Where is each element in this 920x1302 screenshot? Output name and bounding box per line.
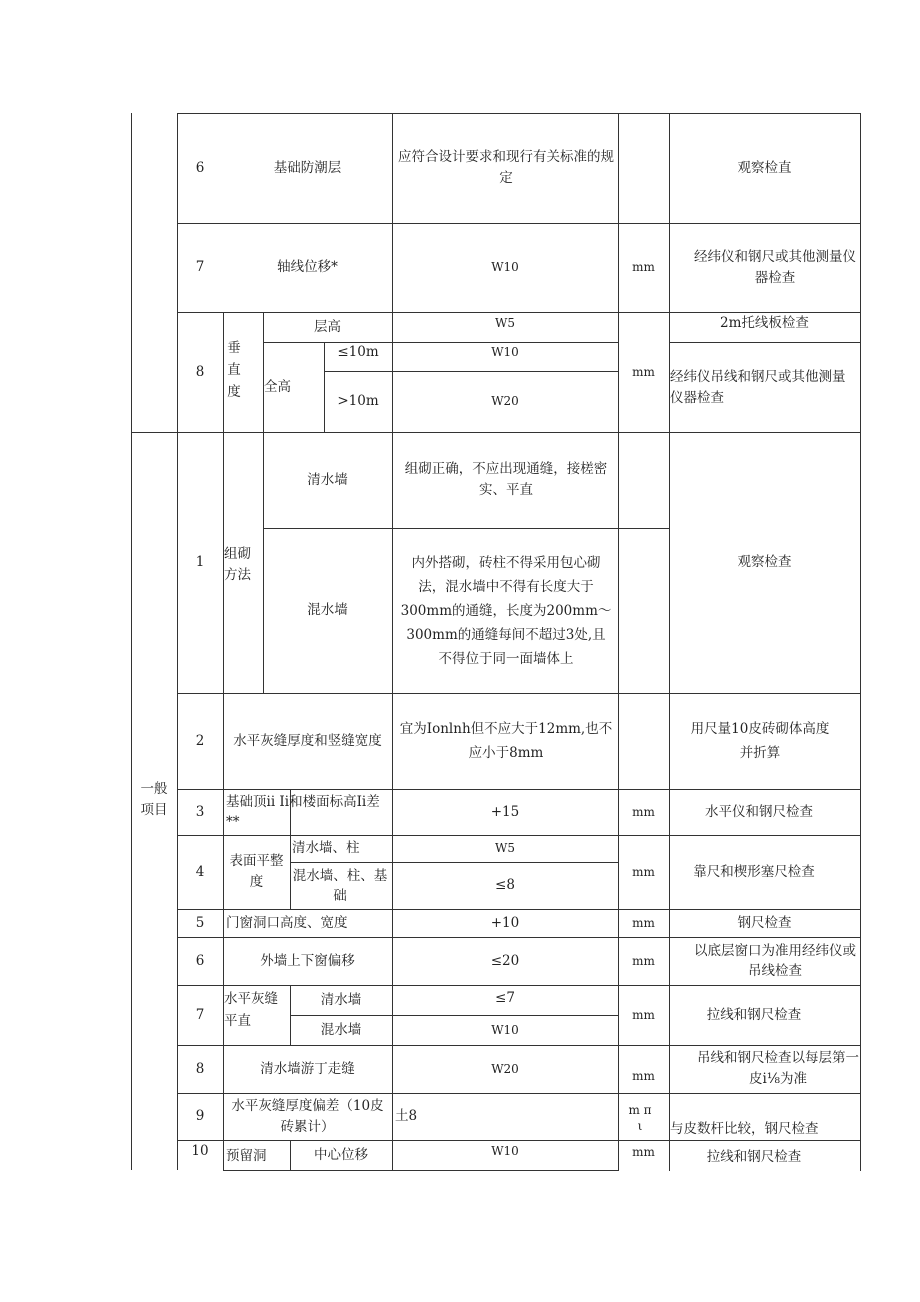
inspection-method: 拉线和钢尺检查	[706, 1148, 802, 1165]
tolerance-value: W10	[491, 344, 519, 359]
item-name: 基础顶ii Ii和楼面标高Ii差**	[226, 794, 380, 830]
requirement-text: 应符合设计要求和现行有关标准的规定	[398, 149, 614, 186]
requirement-text: 内外搭砌，砖柱不得采用包心砌法，混水墙中不得有长度大于300mm的通缝，长度为200mm～300mm的通缝每间不超过3处,且不得位于同一面墙体上	[400, 554, 612, 667]
section-label: 一般项目	[140, 781, 168, 818]
sub-item-name: >10m	[337, 393, 379, 409]
tolerance-value: ≤8	[495, 877, 515, 893]
item-name: 门窗洞口高度、宽度	[226, 914, 348, 931]
item-name: 基础防潮层	[273, 159, 342, 176]
tolerance-value: W10	[491, 1143, 519, 1158]
sub-item-name: 混水墙、柱、基础	[292, 867, 388, 904]
item-name: 清水墙游丁走缝	[260, 1060, 355, 1077]
unit: mm	[632, 1144, 655, 1159]
row-number: 7	[195, 1006, 205, 1023]
item-name: 垂直度	[227, 340, 241, 400]
sub-item-name: 中心位移	[314, 1146, 368, 1163]
row-number: 2	[195, 732, 205, 749]
row-number: 1	[195, 554, 205, 570]
item-name: 表面平整度	[229, 853, 284, 890]
unit: mm	[632, 1069, 655, 1083]
row-number: 4	[195, 863, 205, 880]
inspection-method: 吊线和钢尺检查以每层第一皮i⅛为准	[697, 1050, 859, 1087]
unit: mm	[632, 365, 655, 379]
inspection-method: 与皮数杆比较，钢尺检查	[670, 1120, 819, 1137]
item-name: 组砌方法	[224, 546, 251, 583]
inspection-method: 拉线和钢尺检查	[706, 1006, 802, 1023]
inspection-method: 经纬仪和钢尺或其他测量仪器检查	[694, 248, 856, 286]
item-name: 外墙上下窗偏移	[260, 952, 355, 969]
unit: mm	[632, 1007, 655, 1022]
item-name: 预留洞	[226, 1147, 267, 1164]
tolerance-value: ≤20	[490, 952, 520, 969]
tolerance-value: +10	[490, 914, 520, 931]
inspection-method: 2m托线板检查	[720, 314, 809, 331]
tolerance-value: W20	[491, 394, 519, 408]
item-name: 轴线位移*	[277, 259, 338, 275]
sub-item-name: 混水墙	[307, 602, 348, 618]
sub-item-name: 清水墙	[320, 991, 362, 1008]
row-number: 8	[195, 1060, 205, 1077]
sub-item-name: 混水墙	[320, 1021, 362, 1038]
unit: m π ι	[628, 1103, 652, 1133]
tolerance-value: W20	[491, 1061, 519, 1076]
inspection-method: 用尺量10皮砖砌体高度并折算	[690, 721, 830, 761]
unit: mm	[632, 953, 655, 968]
requirement-text: 组砌正确，不应出现通缝，接槎密实、平直	[404, 461, 608, 498]
row-number: 9	[195, 1108, 205, 1124]
unit: mm	[632, 864, 655, 879]
sub-item-name: 清水墙	[307, 471, 348, 488]
inspection-method: 钢尺检查	[737, 914, 792, 931]
item-name: 水平灰缝平直	[224, 991, 278, 1029]
unit: mm	[632, 915, 655, 930]
inspection-method: 水平仪和钢尺检查	[705, 803, 813, 820]
row-number: 10	[191, 1142, 209, 1159]
tolerance-value: +15	[490, 803, 520, 820]
unit: mm	[632, 804, 655, 819]
sub-item-name: ≤10m	[337, 343, 379, 360]
sub-item-name: 层高	[314, 319, 341, 335]
inspection-method: 观察检直	[737, 159, 792, 176]
row-number: 7	[195, 259, 205, 275]
tolerance-value: W5	[495, 315, 515, 330]
tolerance-value: W10	[491, 1022, 519, 1037]
inspection-method: 靠尺和楔形塞尺检查	[693, 863, 815, 880]
inspection-method: 以底层窗口为准用经纬仪或吊线检查	[694, 943, 856, 979]
tolerance-value: ≤7	[495, 989, 515, 1006]
row-number: 5	[195, 914, 205, 931]
row-number: 8	[195, 364, 205, 380]
item-name: 水平灰缝厚度偏差（10皮砖累计）	[231, 1097, 384, 1135]
requirement-text: 宜为Ionlnh但不应大于12mm,也不应小于8mm	[399, 721, 613, 761]
unit: mm	[632, 260, 655, 274]
tolerance-value: W5	[495, 841, 515, 855]
tolerance-value: 土8	[395, 1108, 418, 1124]
inspection-method: 观察检查	[737, 554, 792, 570]
sub-item-name: 清水墙、柱	[292, 840, 360, 856]
item-name: 水平灰缝厚度和竖缝宽度	[233, 732, 382, 749]
sub-item-name: 全高	[264, 378, 291, 395]
row-number: 6	[195, 159, 205, 176]
inspection-method: 经纬仪吊线和钢尺或其他测量仪器检查	[670, 369, 846, 406]
row-number: 3	[195, 803, 205, 820]
tolerance-value: W10	[491, 260, 519, 274]
row-number: 6	[195, 952, 205, 969]
